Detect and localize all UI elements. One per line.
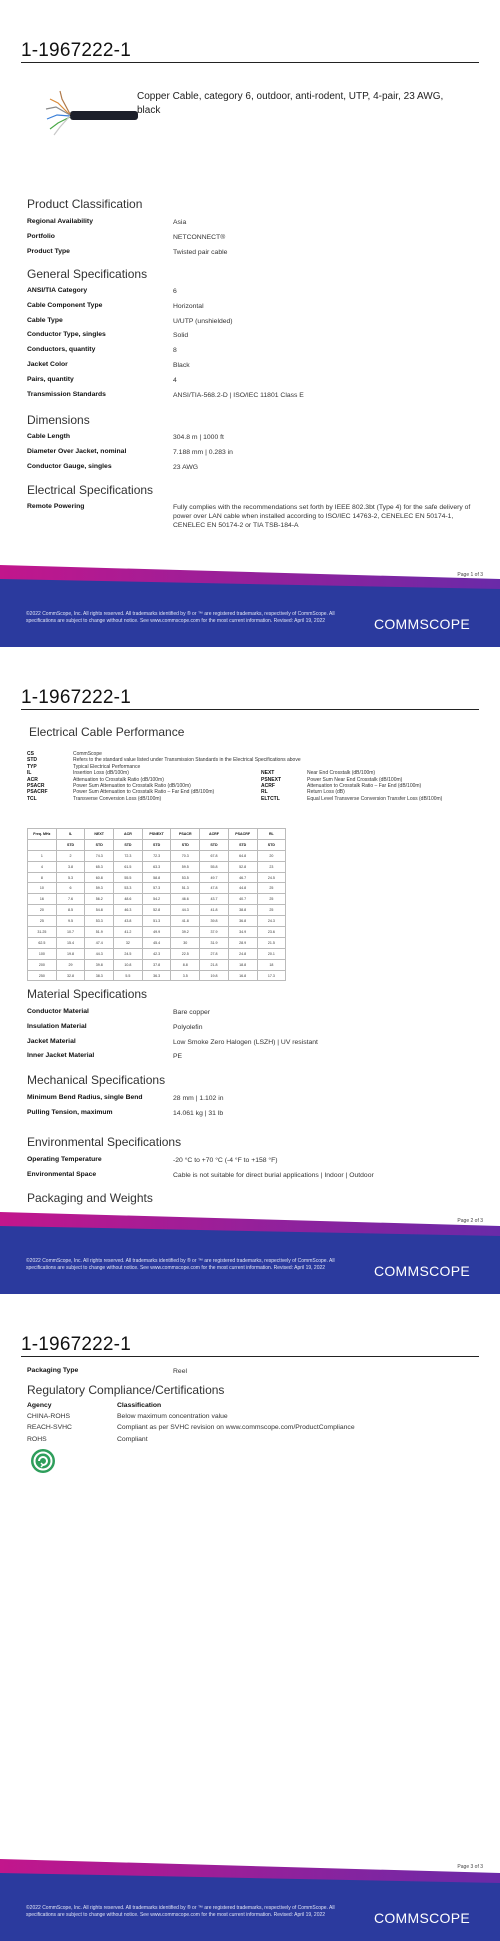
table-row xyxy=(28,894,286,905)
table-cell: 39.8 xyxy=(200,916,229,927)
table-cell: 44.3 xyxy=(85,948,114,959)
table-cell: 49.9 xyxy=(142,927,171,938)
table-header-row xyxy=(28,839,286,850)
spec-key: Conductors, quantity xyxy=(27,346,96,354)
spec-key: Minimum Bend Radius, single Bend xyxy=(27,1094,143,1101)
column-header: Classification xyxy=(117,1402,162,1409)
column-header: RL xyxy=(257,829,286,840)
spec-row xyxy=(27,1038,477,1053)
spec-key: Portfolio xyxy=(27,232,55,240)
spec-row xyxy=(27,463,477,478)
spec-key: ANSI/TIA Category xyxy=(27,287,88,294)
table-cell: 37.8 xyxy=(142,959,171,970)
table-cell: 16 xyxy=(28,894,57,905)
table-cell: 23 xyxy=(257,861,286,872)
table-cell: 44.8 xyxy=(228,883,257,894)
spec-key: Transmission Standards xyxy=(27,390,106,398)
table-cell: 49.7 xyxy=(200,872,229,883)
spec-value: 304.8 m | 1000 ft xyxy=(173,434,224,441)
legend-desc: Attenuation to Crosstalk Ratio (dB/100m) xyxy=(73,776,164,783)
table-cell: 16.8 xyxy=(228,970,257,981)
legend-desc: CommScope xyxy=(73,751,102,757)
table-cell: 70.3 xyxy=(171,850,200,861)
table-cell: 53.3 xyxy=(85,916,114,927)
table-cell: 7.6 xyxy=(56,894,85,905)
spec-row xyxy=(27,346,477,361)
spec-row xyxy=(27,302,477,317)
table-cell: 31.9 xyxy=(200,937,229,948)
column-header: NEXT xyxy=(85,829,114,840)
legend-desc: Equal Level Transverse Conversion Transfer Loss (dB/100m) xyxy=(307,795,443,802)
table-cell: 74.3 xyxy=(85,850,114,861)
table-cell: 53.5 xyxy=(171,872,200,883)
table-cell: 10.7 xyxy=(56,927,85,938)
footer-text: ©2022 CommScope, Inc. All rights reserved. All trademarks identified by ® or ™ are registered trademarks, respectively of CommScope. All specifications are subject to change without notice. See www.commscope.com for the most current information. Revised: April 19, 2022 xyxy=(26,1258,335,1271)
legend-right xyxy=(261,770,491,802)
legend-desc: Refers to the standard value listed under Transmission Standards in the Electrical Specifications above xyxy=(73,757,301,764)
column-header: PSACRF xyxy=(228,829,257,840)
spec-row xyxy=(27,1156,477,1171)
table-cell: 100 xyxy=(28,948,57,959)
table-cell: 57.3 xyxy=(142,883,171,894)
table-cell: 34.9 xyxy=(228,927,257,938)
spec-value: 28 mm | 1.102 in xyxy=(173,1095,224,1102)
table-cell: 52.8 xyxy=(228,861,257,872)
table-row xyxy=(28,905,286,916)
section-title-material-specifications: Material Specifications xyxy=(27,987,148,1001)
table-cell: 62.5 xyxy=(28,937,57,948)
spec-key: Insulation Material xyxy=(27,1022,87,1030)
page-2 xyxy=(0,647,500,1294)
legend-abbr: CS xyxy=(27,751,34,757)
page-number: Page 1 of 3 xyxy=(457,572,483,578)
table-cell: 38.8 xyxy=(228,905,257,916)
table-cell: 36.3 xyxy=(142,970,171,981)
spec-row xyxy=(27,233,477,248)
table-cell: 45.4 xyxy=(142,937,171,948)
spec-value: ANSI/TIA-568.2-D | ISO/IEC 11801 Class E xyxy=(173,391,304,399)
table-row xyxy=(28,927,286,938)
table-cell: 25 xyxy=(257,883,286,894)
mechanical-specifications-list xyxy=(27,1094,477,1124)
table-cell: 15.4 xyxy=(56,937,85,948)
spec-row xyxy=(27,1171,477,1186)
table-cell: 55.5 xyxy=(114,872,143,883)
table-cell: 47.8 xyxy=(200,883,229,894)
column-subheader: STD xyxy=(56,839,85,850)
page-3 xyxy=(0,1294,500,1941)
column-header: ACRF xyxy=(200,829,229,840)
table-cell: 24.5 xyxy=(114,948,143,959)
table-cell: 72.3 xyxy=(142,850,171,861)
general-specifications-list xyxy=(27,287,477,405)
legend-abbr: IL xyxy=(27,770,32,777)
footer-band xyxy=(0,1212,500,1294)
agency-cell: ROHS xyxy=(27,1435,47,1443)
electrical-specifications-list xyxy=(27,503,477,537)
table-cell: 19.8 xyxy=(56,948,85,959)
legend-desc: Power Sum Attenuation to Crosstalk Ratio (dB/100m) xyxy=(73,783,191,790)
table-cell: 43.7 xyxy=(200,894,229,905)
legend-abbr: TYP xyxy=(27,763,37,770)
legend-desc: Power Sum Near End Crosstalk (dB/100m) xyxy=(307,776,403,783)
table-cell: 10.8 xyxy=(114,959,143,970)
table-body xyxy=(28,850,286,981)
table-cell: 28.9 xyxy=(228,937,257,948)
spec-value: Bare copper xyxy=(173,1009,211,1016)
spec-value: Twisted pair cable xyxy=(173,248,228,256)
column-subheader: STD xyxy=(142,839,171,850)
spec-row xyxy=(27,218,477,233)
spec-key: Operating Temperature xyxy=(27,1156,102,1163)
spec-key: Cable Component Type xyxy=(27,301,103,309)
spec-key: Pairs, quantity xyxy=(27,375,74,383)
commscope-logo: COMMSCOPE xyxy=(373,616,470,632)
table-row xyxy=(28,872,286,883)
legend-abbr: TCL xyxy=(27,795,37,802)
column-header: IL xyxy=(56,829,85,840)
table-cell: 25 xyxy=(257,905,286,916)
spec-key: Environmental Space xyxy=(27,1170,97,1178)
table-cell: 22.5 xyxy=(171,948,200,959)
table-cell: 52.8 xyxy=(142,905,171,916)
table-cell: 61.5 xyxy=(114,861,143,872)
table-cell: 55.8 xyxy=(200,861,229,872)
footer-band xyxy=(0,565,500,647)
footer-band xyxy=(0,1859,500,1941)
spec-value: 7.188 mm | 0.283 in xyxy=(173,448,233,456)
page-number: Page 2 of 3 xyxy=(457,1218,483,1224)
table-cell: 72.3 xyxy=(114,850,143,861)
table-cell: 51.3 xyxy=(142,916,171,927)
table-cell: 31.25 xyxy=(28,927,57,938)
spec-value: Low Smoke Zero Halogen (LSZH) | UV resistant xyxy=(173,1038,318,1046)
table-cell: 27.8 xyxy=(200,948,229,959)
table-cell: 41.8 xyxy=(200,905,229,916)
china-rohs-badge-icon xyxy=(30,1448,56,1474)
column-subheader: STD xyxy=(200,839,229,850)
table-header-row xyxy=(28,829,286,840)
table-cell: 51.3 xyxy=(171,883,200,894)
spec-key: Jacket Color xyxy=(27,360,68,368)
material-specifications-list xyxy=(27,1008,477,1067)
legend-desc: Power Sum Attenuation to Crosstalk Ratio – Far End (dB/100m) xyxy=(73,789,215,796)
table-cell: 5.5 xyxy=(114,970,143,981)
table-cell: 29 xyxy=(56,959,85,970)
table-cell: 59.3 xyxy=(85,883,114,894)
table-cell: 21.5 xyxy=(257,937,286,948)
spec-value: Asia xyxy=(173,219,187,226)
product-classification-list xyxy=(27,218,477,262)
product-image xyxy=(40,85,140,145)
table-cell: 39.8 xyxy=(85,959,114,970)
spec-value: Reel xyxy=(173,1368,187,1375)
table-cell: 44.3 xyxy=(171,905,200,916)
table-cell: 20 xyxy=(257,850,286,861)
spec-key: Remote Powering xyxy=(27,503,85,510)
spec-row xyxy=(27,433,477,448)
section-title-electrical-cable-performance: Electrical Cable Performance xyxy=(29,725,185,739)
legend-desc: Return Loss (dB) xyxy=(307,789,345,796)
table-cell: 8.5 xyxy=(56,905,85,916)
table-row xyxy=(28,959,286,970)
table-row xyxy=(28,883,286,894)
spec-key: Product Type xyxy=(27,247,70,255)
table-cell: 43.8 xyxy=(114,916,143,927)
table-cell: 17.3 xyxy=(257,970,286,981)
table-cell: 46.7 xyxy=(228,872,257,883)
commscope-logo: COMMSCOPE xyxy=(373,1910,470,1926)
footer-text: ©2022 CommScope, Inc. All rights reserved. All trademarks identified by ® or ™ are registered trademarks, respectively of CommScope. All specifications are subject to change without notice. See www.commscope.com for the most current information. Revised: April 19, 2022 xyxy=(26,611,335,624)
column-header: Freq. MHz xyxy=(28,829,57,840)
table-cell: 24.5 xyxy=(257,872,286,883)
table-cell: 250 xyxy=(28,970,57,981)
spec-row xyxy=(27,287,477,302)
spec-value: Solid xyxy=(173,332,189,340)
table-cell: 51.9 xyxy=(85,927,114,938)
spec-row xyxy=(27,1023,477,1038)
spec-key: Pulling Tension, maximum xyxy=(27,1108,113,1116)
product-title: Copper Cable, category 6, outdoor, anti-rodent, UTP, 4-pair, 23 AWG, black xyxy=(137,91,444,116)
table-cell: 25 xyxy=(257,894,286,905)
column-header: Agency xyxy=(27,1402,52,1409)
column-subheader: STD xyxy=(85,839,114,850)
table-cell: 39.2 xyxy=(171,927,200,938)
column-subheader: STD xyxy=(228,839,257,850)
legend-desc: Insertion Loss (dB/100m) xyxy=(73,770,129,777)
table-cell: 47.4 xyxy=(85,937,114,948)
spec-key: Diameter Over Jacket, nominal xyxy=(27,447,127,455)
column-header: PSNEXT xyxy=(142,829,171,840)
heading-rule xyxy=(21,709,479,710)
table-cell: 25 xyxy=(28,916,57,927)
table-cell: 32 xyxy=(114,937,143,948)
table-cell: 41.2 xyxy=(114,927,143,938)
packaging-list xyxy=(27,1367,477,1382)
spec-value: Cable is not suitable for direct burial applications | Indoor | Outdoor xyxy=(173,1171,374,1179)
spec-value: 23 AWG xyxy=(173,463,199,471)
dimensions-list xyxy=(27,433,477,477)
table-row xyxy=(28,970,286,981)
section-title-dimensions: Dimensions xyxy=(27,413,90,427)
section-title-regulatory: Regulatory Compliance/Certifications xyxy=(27,1383,225,1397)
table-cell: 42.3 xyxy=(142,948,171,959)
legend-abbr: STD xyxy=(27,757,37,764)
table-row xyxy=(28,916,286,927)
table-cell: 24.8 xyxy=(228,948,257,959)
spec-value: 4 xyxy=(173,376,177,384)
spec-key: Jacket Material xyxy=(27,1037,76,1045)
section-title-mechanical-specifications: Mechanical Specifications xyxy=(27,1073,166,1087)
table-cell: 65.3 xyxy=(85,861,114,872)
column-subheader: STD xyxy=(114,839,143,850)
legend-desc: Attenuation to Crosstalk Ratio – Far End (dB/100m) xyxy=(307,783,422,789)
table-cell: 53.3 xyxy=(114,883,143,894)
column-header: ACR xyxy=(114,829,143,840)
table-cell: 3.8 xyxy=(56,861,85,872)
table-cell: 5.3 xyxy=(56,872,85,883)
table-row xyxy=(28,850,286,861)
table-row xyxy=(28,861,286,872)
spec-key: Cable Type xyxy=(27,316,63,324)
heading-rule xyxy=(21,1356,479,1357)
table-cell: 23.6 xyxy=(257,927,286,938)
legend-abbr: PSNEXT xyxy=(261,776,282,783)
spec-row xyxy=(27,1367,477,1382)
table-cell: 32.8 xyxy=(56,970,85,981)
legend-desc: Typical Electrical Performance xyxy=(73,763,141,770)
table-cell: 18.8 xyxy=(228,959,257,970)
table-cell: 2 xyxy=(56,850,85,861)
table-cell: 40.7 xyxy=(228,894,257,905)
spec-row xyxy=(27,391,477,406)
table-cell: 8 xyxy=(28,872,57,883)
legend-abbr: PSACR xyxy=(27,783,45,790)
table-row xyxy=(27,1436,355,1447)
spec-value: U/UTP (unshielded) xyxy=(173,317,233,325)
table-cell: 48.6 xyxy=(114,894,143,905)
page-1 xyxy=(0,0,500,647)
table-cell: 67.8 xyxy=(200,850,229,861)
table-cell: 10 xyxy=(28,883,57,894)
legend-desc: Transverse Conversion Loss (dB/100m) xyxy=(73,795,162,802)
spec-key: Inner Jacket Material xyxy=(27,1052,95,1060)
table-cell: 8.8 xyxy=(171,959,200,970)
table-cell: 24.3 xyxy=(257,916,286,927)
table-cell: 36.8 xyxy=(228,916,257,927)
table-cell: 63.3 xyxy=(142,861,171,872)
table-row xyxy=(28,937,286,948)
table-cell: 18 xyxy=(257,959,286,970)
table-row xyxy=(27,1413,355,1424)
spec-value: Horizontal xyxy=(173,302,204,310)
legend-abbr: NEXT xyxy=(261,770,275,777)
spec-row xyxy=(27,1052,477,1067)
spec-value: Fully complies with the recommendations set forth by IEEE 802.3bt (Type 4) for the safe delivery of power over LAN cable when installed according to ISO/IEC 14763-2, CENELEC EN 50174-1, CENELEC EN 50174-2 or TIA TSB-184-A xyxy=(173,504,471,529)
table-cell: 59.5 xyxy=(171,861,200,872)
electrical-performance-table xyxy=(27,828,286,981)
spec-key: Conductor Type, singles xyxy=(27,331,106,339)
section-title-environmental-specifications: Environmental Specifications xyxy=(27,1135,182,1149)
spec-key: Cable Length xyxy=(27,433,71,440)
legend-abbr: ELTCTL xyxy=(261,795,280,802)
column-header: PSACR xyxy=(171,829,200,840)
part-number-heading: 1-1967222-1 xyxy=(21,687,131,708)
legend-desc: Near End Crosstalk (dB/100m) xyxy=(307,770,376,777)
spec-key: Regional Availability xyxy=(27,218,93,225)
section-title-general-specifications: General Specifications xyxy=(27,267,148,281)
spec-value: NETCONNECT® xyxy=(173,233,226,241)
spec-value: Polyolefin xyxy=(173,1023,203,1031)
spec-row xyxy=(27,1094,477,1109)
table-cell: 54.2 xyxy=(142,894,171,905)
table-cell: 4 xyxy=(28,861,57,872)
agency-cell: CHINA-ROHS xyxy=(27,1413,71,1421)
commscope-logo: COMMSCOPE xyxy=(373,1263,470,1279)
part-number-heading: 1-1967222-1 xyxy=(21,40,131,61)
section-title-product-classification: Product Classification xyxy=(27,197,143,211)
spec-row xyxy=(27,1008,477,1023)
spec-value: -20 °C to +70 °C (-4 °F to +158 °F) xyxy=(173,1157,278,1164)
table-cell: 20.1 xyxy=(257,948,286,959)
column-subheader: STD xyxy=(171,839,200,850)
spec-row xyxy=(27,376,477,391)
page-number: Page 3 of 3 xyxy=(457,1864,483,1870)
table-cell: 19.8 xyxy=(200,970,229,981)
classification-cell: Below maximum concentration value xyxy=(117,1413,228,1421)
legend-abbr: ACR xyxy=(27,776,38,783)
table-cell: 37.9 xyxy=(200,927,229,938)
table-cell: 41.8 xyxy=(171,916,200,927)
spec-value: Black xyxy=(173,361,190,369)
part-number-heading: 1-1967222-1 xyxy=(21,1334,131,1355)
section-title-packaging-and-weights: Packaging and Weights xyxy=(27,1191,153,1205)
column-subheader: STD xyxy=(257,839,286,850)
table-cell: 60.8 xyxy=(85,872,114,883)
table-cell: 46.6 xyxy=(171,894,200,905)
table-cell: 21.8 xyxy=(200,959,229,970)
legend-row xyxy=(261,796,491,802)
footer-text: ©2022 CommScope, Inc. All rights reserved. All trademarks identified by ® or ™ are registered trademarks, respectively of CommScope. All specifications are subject to change without notice. See www.commscope.com for the most current information. Revised: April 19, 2022 xyxy=(26,1905,335,1918)
classification-cell: Compliant xyxy=(117,1435,148,1443)
table-cell: 6 xyxy=(56,883,85,894)
table-cell: 20 xyxy=(28,905,57,916)
spec-value: PE xyxy=(173,1053,183,1061)
spec-row xyxy=(27,448,477,463)
spec-key: Conductor Gauge, singles xyxy=(27,462,112,470)
legend-abbr: RL xyxy=(261,789,268,796)
legend-abbr: PSACRF xyxy=(27,789,48,796)
table-header-row xyxy=(27,1402,355,1413)
table-cell: 9.5 xyxy=(56,916,85,927)
spec-row xyxy=(27,361,477,376)
environmental-specifications-list xyxy=(27,1156,477,1186)
heading-rule xyxy=(21,62,479,63)
spec-row xyxy=(27,317,477,332)
spec-value: 14.061 kg | 31 lb xyxy=(173,1109,224,1117)
column-subheader xyxy=(28,839,57,850)
agency-cell: REACH-SVHC xyxy=(27,1424,72,1432)
table-cell: 46.3 xyxy=(114,905,143,916)
classification-cell: Compliant as per SVHC revision on www.commscope.com/ProductCompliance xyxy=(117,1424,355,1432)
spec-value: 6 xyxy=(173,288,177,295)
table-cell: 200 xyxy=(28,959,57,970)
spec-row xyxy=(27,248,477,263)
legend-abbr: ACRF xyxy=(261,783,275,789)
table-cell: 38.3 xyxy=(85,970,114,981)
spec-row xyxy=(27,331,477,346)
table-cell: 56.2 xyxy=(85,894,114,905)
section-title-electrical-specifications: Electrical Specifications xyxy=(27,483,154,497)
table-cell: 3.5 xyxy=(171,970,200,981)
spec-row xyxy=(27,503,477,537)
table-row xyxy=(28,948,286,959)
spec-row xyxy=(27,1109,477,1124)
table-cell: 64.8 xyxy=(228,850,257,861)
table-cell: 58.8 xyxy=(142,872,171,883)
table-cell: 1 xyxy=(28,850,57,861)
table-cell: 30 xyxy=(171,937,200,948)
spec-key: Conductor Material xyxy=(27,1008,89,1015)
spec-key: Packaging Type xyxy=(27,1367,79,1374)
spec-value: 8 xyxy=(173,347,177,355)
table-cell: 54.8 xyxy=(85,905,114,916)
regulatory-table xyxy=(27,1402,355,1447)
table-row xyxy=(27,1424,355,1435)
